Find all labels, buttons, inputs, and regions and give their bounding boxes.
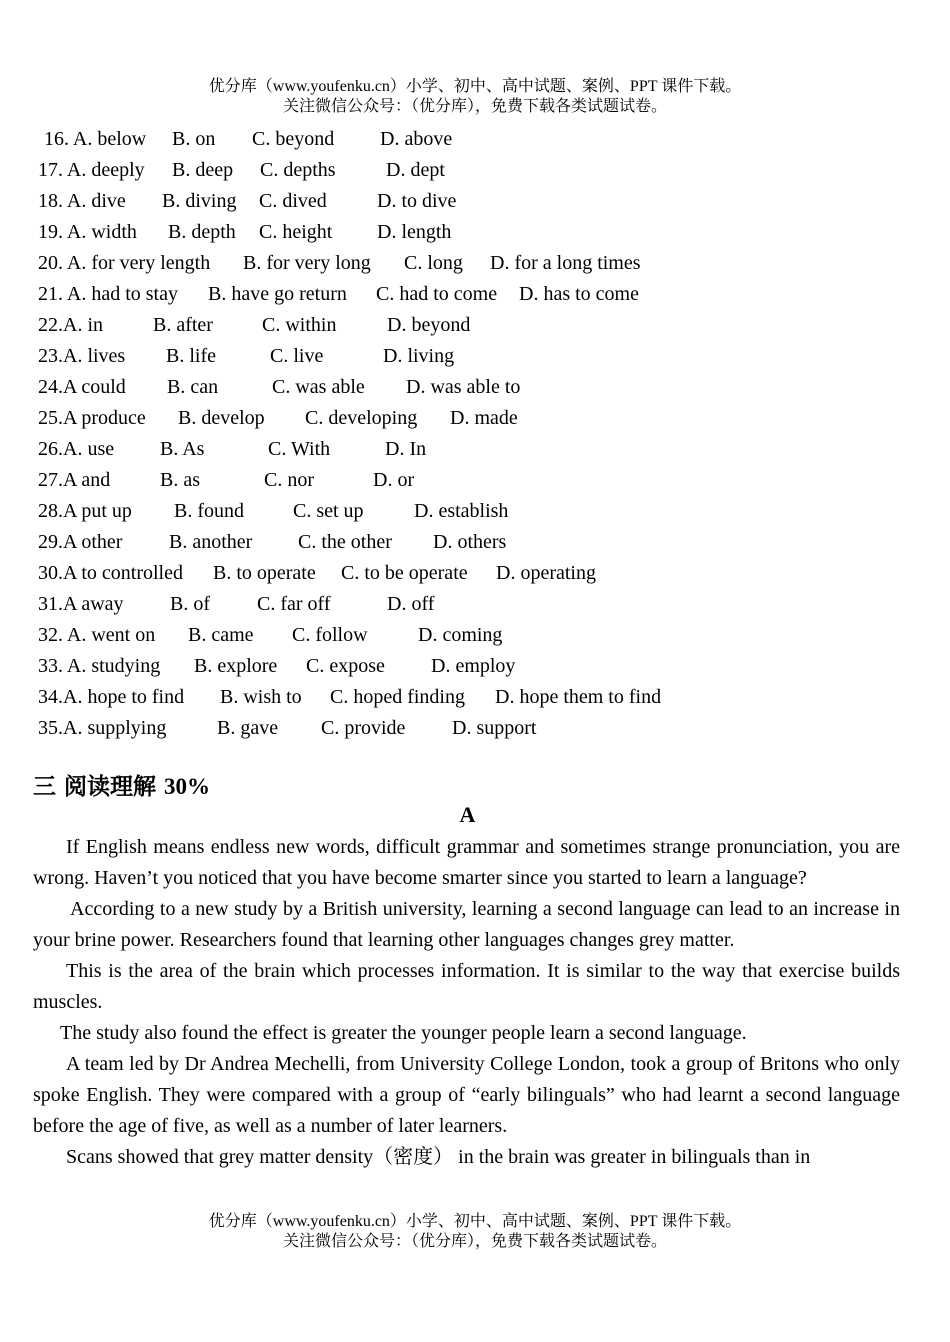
option-b: B. found xyxy=(174,500,244,522)
option-b: B. gave xyxy=(217,717,279,739)
option-d: D. support xyxy=(452,717,537,739)
option-a: 27.A and xyxy=(38,469,111,491)
question-row-23 xyxy=(38,341,918,372)
question-row-33 xyxy=(38,651,918,682)
passage-label: A xyxy=(459,802,476,827)
option-a: 30.A to controlled xyxy=(38,562,183,584)
option-d: D. or xyxy=(373,469,415,491)
option-d: D. coming xyxy=(418,624,503,646)
option-a: 33. A. studying xyxy=(38,655,161,677)
option-d: D. employ xyxy=(431,655,516,677)
passage-paragraph: A team led by Dr Andrea Mechelli, from University College London, took a group of Britons who only spoke English. They were compared with a group of “early bilinguals” who had learnt a second language before the age of five, as well as a number of later learners. xyxy=(33,1053,900,1137)
option-b: B. life xyxy=(166,345,216,367)
option-d: D. above xyxy=(380,128,453,150)
question-row-16 xyxy=(38,124,918,155)
option-c: C. nor xyxy=(264,469,314,491)
option-c: C. within xyxy=(262,314,337,336)
question-row-24 xyxy=(38,372,918,403)
option-a: 24.A could xyxy=(38,376,126,398)
option-c: C. beyond xyxy=(252,128,335,150)
option-b: B. wish to xyxy=(220,686,302,708)
reading-passage xyxy=(33,832,900,1173)
option-c: C. to be operate xyxy=(341,562,468,584)
option-a: 23.A. lives xyxy=(38,345,126,367)
question-row-19 xyxy=(38,217,918,248)
question-row-17 xyxy=(38,155,918,186)
option-b: B. explore xyxy=(194,655,278,677)
question-row-35 xyxy=(38,713,918,744)
option-b: B. can xyxy=(167,376,219,398)
option-a: 20. A. for very length xyxy=(38,252,211,274)
footer-line-1: 优分库（www.youfenku.cn）小学、初中、高中试题、案例、PPT 课件下载。 xyxy=(208,1213,742,1230)
passage-paragraph: Scans showed that grey matter density（密度） in the brain was greater in bilinguals than in xyxy=(66,1146,811,1168)
passage-paragraph: According to a new study by a British university, learning a second language can lead to an increase in your brine power. Researchers found that learning other languages changes grey matter. xyxy=(33,898,900,951)
option-a: 31.A away xyxy=(38,593,124,615)
option-a: 22.A. in xyxy=(38,314,103,336)
option-c: C. had to come xyxy=(376,283,498,305)
option-d: D. made xyxy=(450,407,518,429)
option-a: 29.A other xyxy=(38,531,123,553)
cloze-options-list xyxy=(38,124,918,744)
page-header xyxy=(0,77,950,117)
option-d: D. off xyxy=(387,593,435,615)
option-b: B. have go return xyxy=(208,283,347,305)
option-d: D. was able to xyxy=(406,376,521,398)
option-d: D. has to come xyxy=(519,283,639,305)
option-b: B. diving xyxy=(162,190,237,212)
option-b: B. on xyxy=(172,128,216,150)
option-d: D. hope them to find xyxy=(495,686,662,708)
option-d: D. dept xyxy=(386,159,445,181)
option-a: 32. A. went on xyxy=(38,624,156,646)
option-d: D. living xyxy=(383,345,455,367)
option-b: B. after xyxy=(153,314,213,336)
option-a: 35.A. supplying xyxy=(38,717,167,739)
option-c: C. live xyxy=(270,345,324,367)
section-heading xyxy=(33,768,210,801)
option-b: B. to operate xyxy=(213,562,316,584)
question-row-20 xyxy=(38,248,918,279)
option-b: B. depth xyxy=(168,221,236,243)
page-footer xyxy=(0,1212,950,1252)
option-b: B. As xyxy=(160,438,205,460)
passage-paragraph: This is the area of the brain which processes information. It is similar to the way that exercise builds muscles. xyxy=(33,960,900,1013)
question-row-29 xyxy=(38,527,918,558)
option-d: D. beyond xyxy=(387,314,471,336)
option-c: C. was able xyxy=(272,376,365,398)
option-c: C. provide xyxy=(321,717,406,739)
option-c: C. the other xyxy=(298,531,392,553)
option-a: 25.A produce xyxy=(38,407,146,429)
option-d: D. length xyxy=(377,221,452,243)
option-c: C. set up xyxy=(293,500,364,522)
header-line-1: 优分库（www.youfenku.cn）小学、初中、高中试题、案例、PPT 课件下载。 xyxy=(208,78,742,95)
question-row-31 xyxy=(38,589,918,620)
section-title: 三 阅读理解 xyxy=(33,774,157,800)
option-d: D. operating xyxy=(496,562,596,584)
option-d: D. others xyxy=(433,531,507,553)
option-b: B. another xyxy=(169,531,253,553)
question-row-18 xyxy=(38,186,918,217)
option-c: C. depths xyxy=(260,159,336,181)
question-row-27 xyxy=(38,465,918,496)
question-row-25 xyxy=(38,403,918,434)
option-a: 21. A. had to stay xyxy=(38,283,178,305)
passage-paragraph: If English means endless new words, difficult grammar and sometimes strange pronunciation, you are wrong. Haven’t you noticed that you have become smarter since you started to learn a language? xyxy=(33,836,900,889)
option-a: 16. A. below xyxy=(44,128,147,150)
option-b: B. came xyxy=(188,624,254,646)
option-d: D. to dive xyxy=(377,190,457,212)
option-d: D. establish xyxy=(414,500,509,522)
question-row-28 xyxy=(38,496,918,527)
option-b: B. of xyxy=(170,593,210,615)
option-b: B. develop xyxy=(178,407,265,429)
option-a: 19. A. width xyxy=(38,221,137,243)
section-percent: 30% xyxy=(164,774,211,799)
option-c: C. height xyxy=(259,221,333,243)
question-row-21 xyxy=(38,279,918,310)
option-b: B. deep xyxy=(172,159,234,181)
footer-line-2: 关注微信公众号：（优分库），免费下载各类试题试卷。 xyxy=(282,1233,667,1250)
option-c: C. follow xyxy=(292,624,368,646)
option-c: C. developing xyxy=(305,407,418,429)
option-d: D. In xyxy=(385,438,427,460)
option-c: C. long xyxy=(404,252,463,274)
option-a: 28.A put up xyxy=(38,500,132,522)
option-c: C. expose xyxy=(306,655,385,677)
passage-paragraph: The study also found the effect is greater the younger people learn a second language. xyxy=(60,1022,747,1044)
option-c: C. hoped finding xyxy=(330,686,465,708)
option-b: B. as xyxy=(160,469,200,491)
option-a: 18. A. dive xyxy=(38,190,126,212)
question-row-32 xyxy=(38,620,918,651)
question-row-22 xyxy=(38,310,918,341)
option-b: B. for very long xyxy=(243,252,371,274)
option-a: 17. A. deeply xyxy=(38,159,145,181)
option-c: C. far off xyxy=(257,593,331,615)
question-row-34 xyxy=(38,682,918,713)
option-d: D. for a long times xyxy=(490,252,641,274)
header-line-2: 关注微信公众号：（优分库），免费下载各类试题试卷。 xyxy=(282,98,667,115)
option-c: C. dived xyxy=(259,190,327,212)
option-c: C. With xyxy=(268,438,331,460)
question-row-26 xyxy=(38,434,918,465)
option-a: 34.A. hope to find xyxy=(38,686,185,708)
question-row-30 xyxy=(38,558,918,589)
option-a: 26.A. use xyxy=(38,438,115,460)
